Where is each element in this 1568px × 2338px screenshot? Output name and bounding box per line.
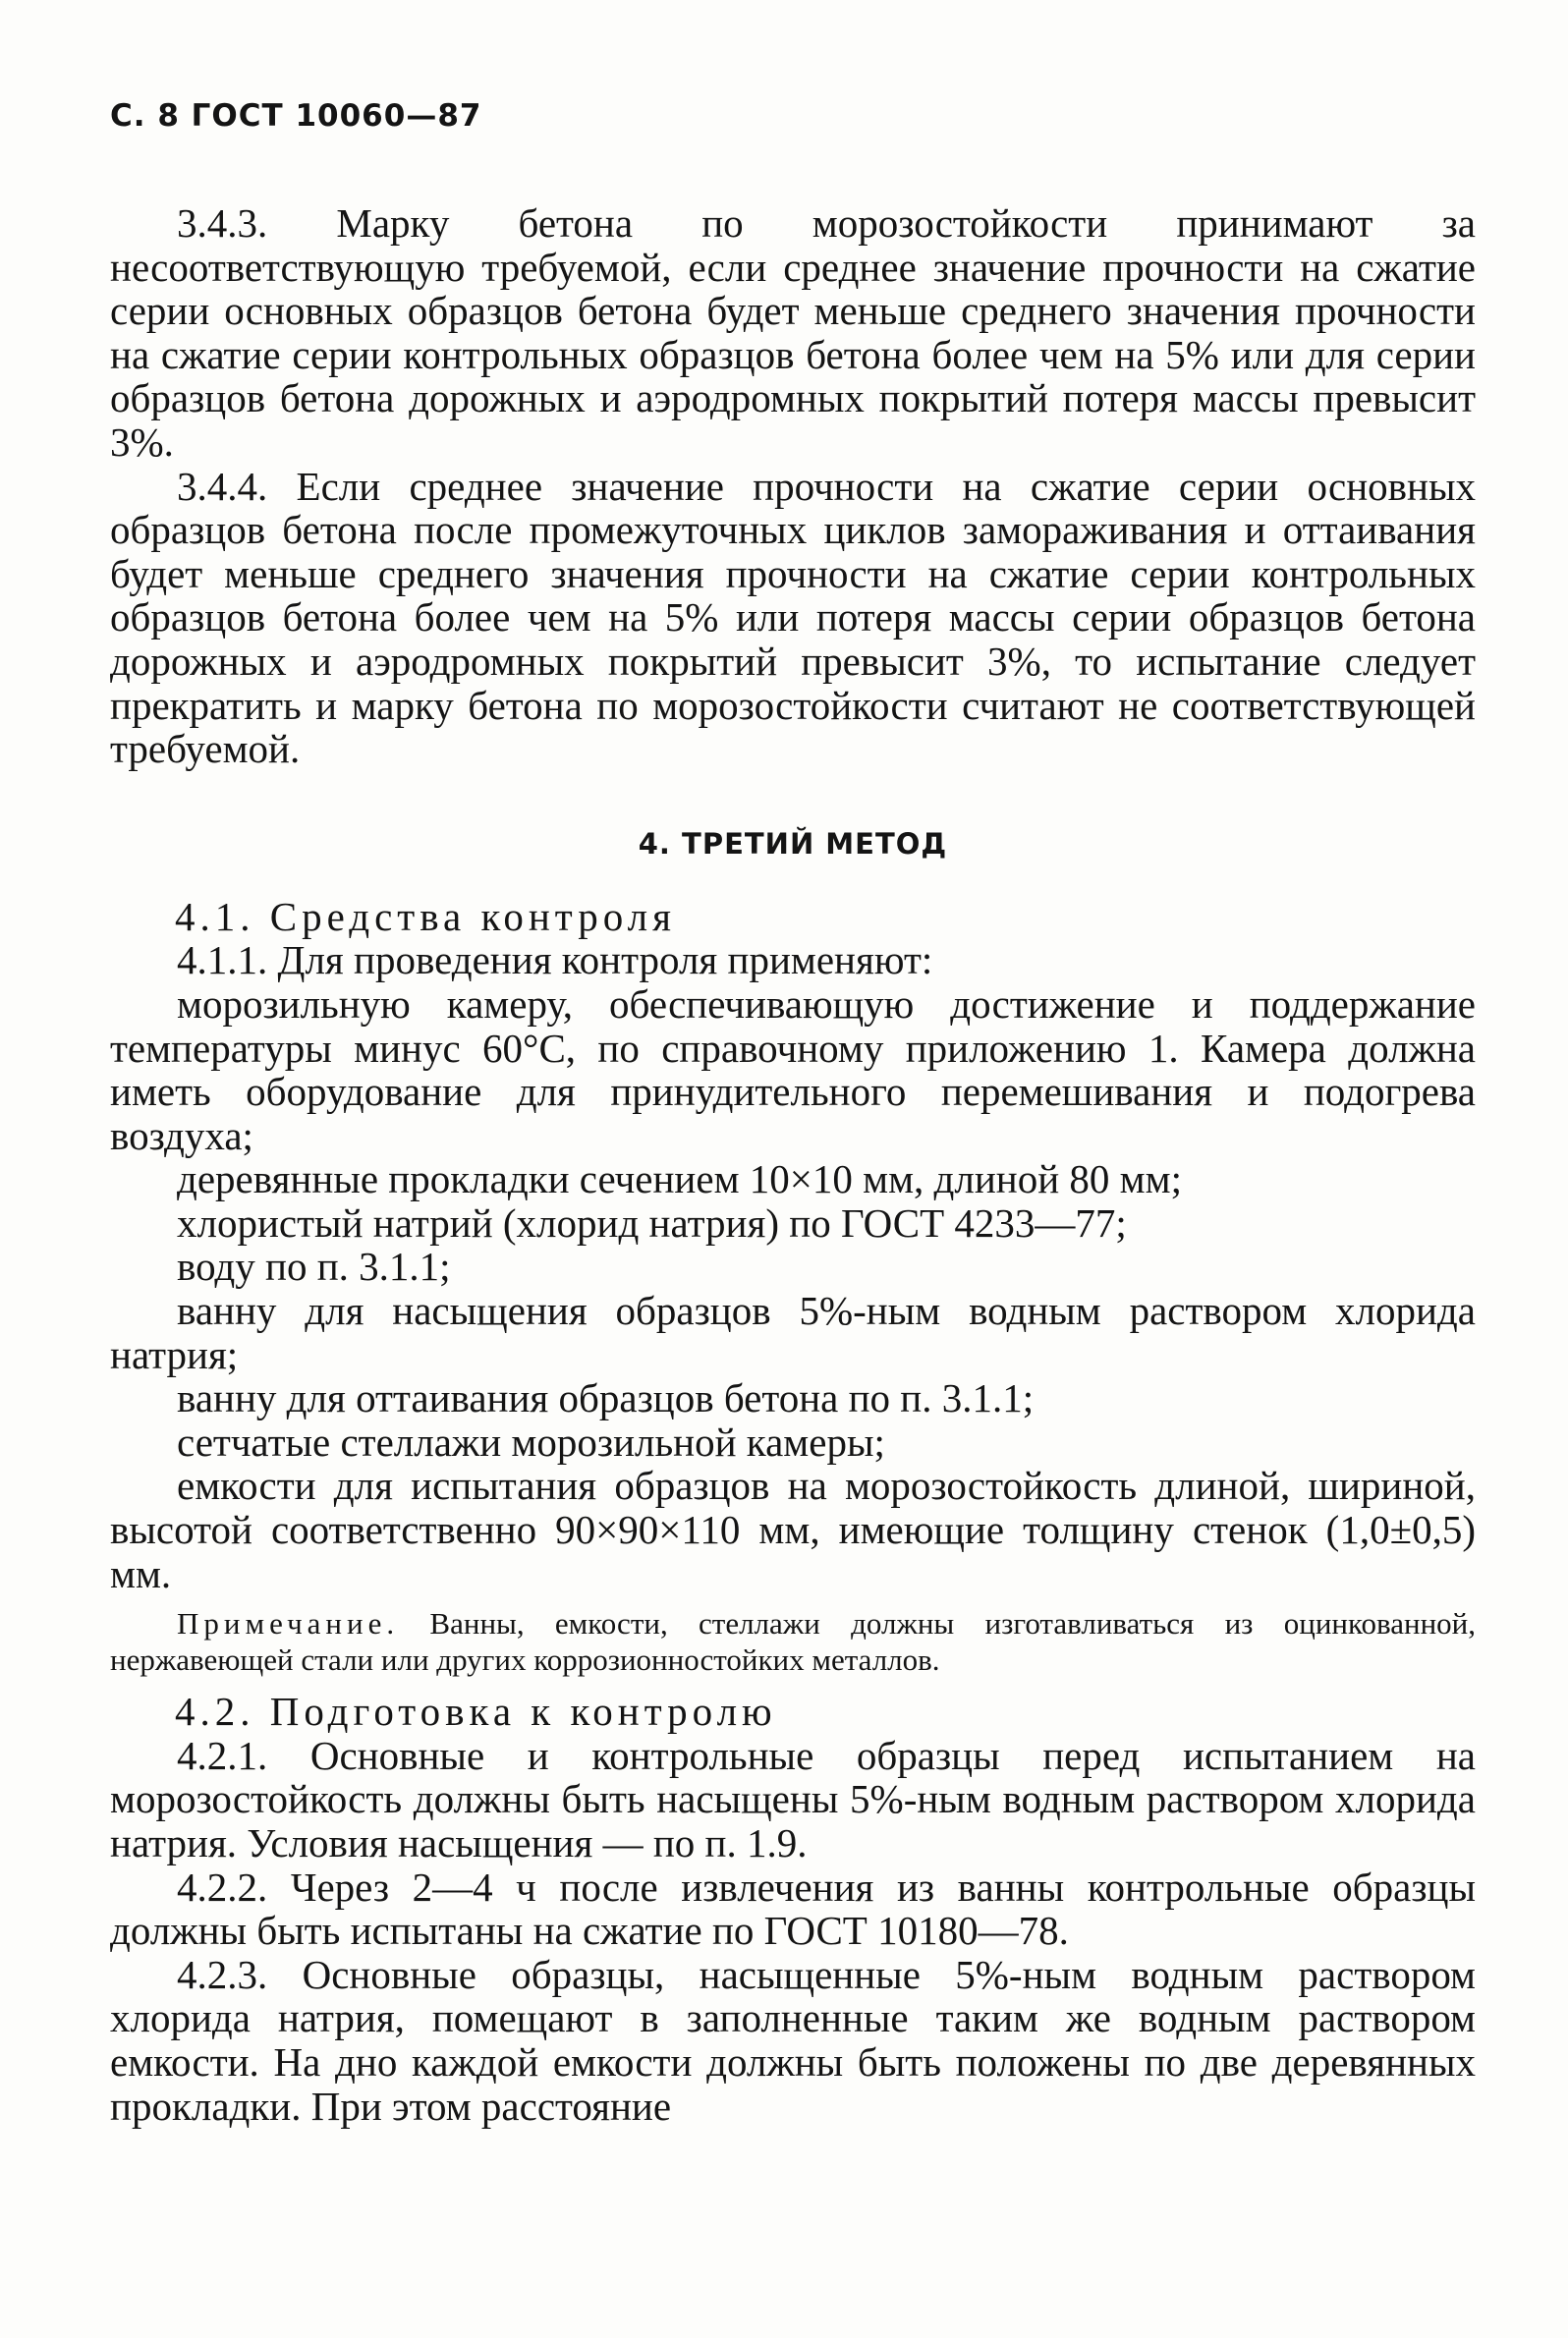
subheading-4-1: 4.1. Средства контроля	[175, 893, 676, 939]
list-item: сетчатые стеллажи морозильной камеры;	[177, 1419, 885, 1465]
paragraph-3-4-4: 3.4.4. Если среднее значение прочности на сжатие серии основных образцов бетона после промежуточных циклов замораживания и оттаивания будет меньше среднего значения прочности на сжатие серии контрольных образцов бетона более чем на 5% или потеря массы серии образцов бетона дорожных и аэродромных покрытий превысит 3%, то испытание следует прекратить и марку бетона по морозостойкости считают не соответствующей требуемой.	[110, 463, 1476, 772]
page-header: С. 8 ГОСТ 10060—87	[110, 98, 482, 134]
list-item: ванну для оттаивания образцов бетона по п. 3.1.1;	[177, 1375, 1035, 1421]
note-label: Примечание.	[177, 1606, 400, 1642]
list-item: емкости для испытания образцов на морозостойкость длиной, шириной, высотой соответственно 90×90×110 мм, имеющие толщину стенок (1,0±0,5) мм.	[110, 1463, 1476, 1596]
paragraph-4-2-2: 4.2.2. Через 2—4 ч после извлечения из ванны контрольные образцы должны быть испытаны на сжатие по ГОСТ 10180—78.	[110, 1864, 1476, 1954]
document-body	[110, 201, 1476, 2128]
paragraph-3-4-3: 3.4.3. Марку бетона по морозостойкости принимают за несоответствующую требуемой, если среднее значение прочности на сжатие серии основных образцов бетона будет меньше среднего значения прочности на сжатие серии контрольных образцов бетона более чем на 5% или для серии образцов бетона дорожных и аэродромных покрытий потеря массы превысит 3%.	[110, 200, 1476, 465]
list-item: морозильную камеру, обеспечивающую достижение и поддержание температуры минус 60°С, по справочному приложению 1. Камера должна иметь оборудование для принудительного перемешивания и подогрева воздуха;	[110, 980, 1476, 1158]
paragraph-4-2-3: 4.2.3. Основные образцы, насыщенные 5%-ным водным раствором хлорида натрия, помещают в заполненные таким же водным раствором емкости. На дно каждой емкости должны быть положены по две деревянных прокладки. При этом расстояние	[110, 1951, 1476, 2129]
list-item: хлористый натрий (хлорид натрия) по ГОСТ 4233—77;	[177, 1199, 1127, 1246]
section-title: 4. ТРЕТИЙ МЕТОД	[638, 826, 948, 861]
note	[110, 1605, 1476, 1678]
note-text: Ванны, емкости, стеллажи должны изготавливаться из оцинкованной, нержавеющей стали или других коррозионностойких металлов.	[110, 1606, 1476, 1678]
list-item: воду по п. 3.1.1;	[177, 1244, 451, 1290]
subheading-4-2: 4.2. Подготовка к контролю	[175, 1689, 777, 1735]
list-item: ванну для насыщения образцов 5%-ным водным раствором хлорида натрия;	[110, 1288, 1476, 1377]
paragraph-4-2-1: 4.2.1. Основные и контрольные образцы перед испытанием на морозостойкость должны быть насыщены 5%-ным водным раствором хлорида натрия. Условия насыщения — по п. 1.9.	[110, 1732, 1476, 1865]
list-item: деревянные прокладки сечением 10×10 мм, длиной 80 мм;	[177, 1156, 1182, 1202]
paragraph-4-1-1: 4.1.1. Для проведения контроля применяют:	[177, 937, 933, 983]
